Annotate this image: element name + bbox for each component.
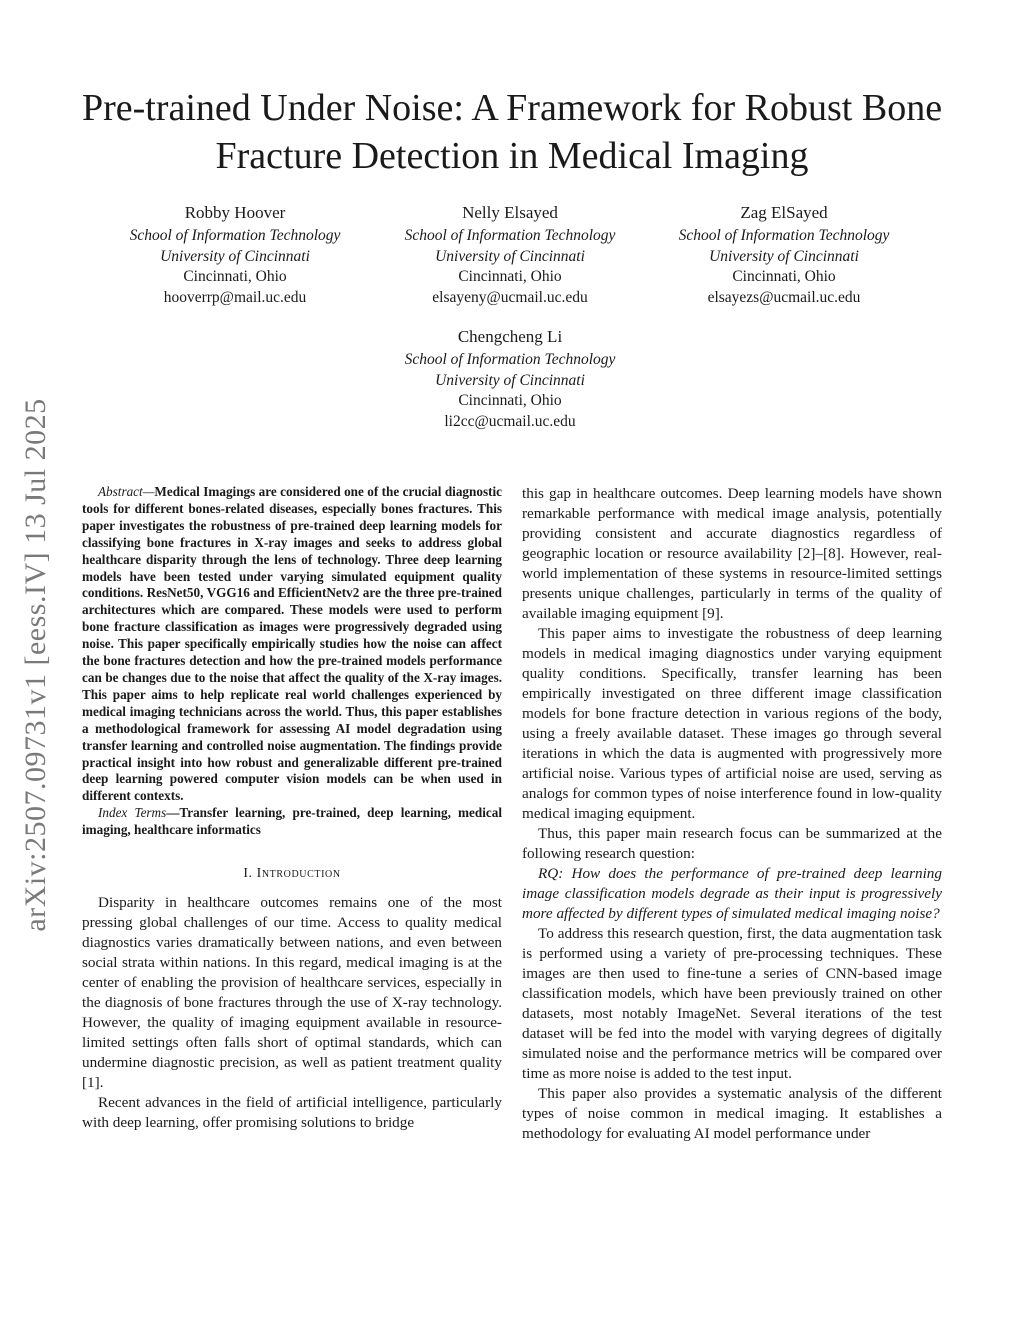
author-email: hooverrp@mail.uc.edu: [163, 288, 307, 306]
arxiv-identifier-text: arXiv:2507.09731v1 [eess.IV] 13 Jul 2025: [19, 398, 52, 932]
paragraph-continuation: this gap in healthcare outcomes. Deep learning models have shown remarkable performance with medical image analysis, potentially providing consistent and accurate diagnostics regardless of geographic location or resource availability [2]–[8]. However, real-world implementation of these systems in resource-limited settings presents unique challenges, particularly in terms of the quality of available imaging equipment [9].: [522, 485, 942, 622]
research-question-label: RQ:: [538, 865, 564, 882]
paragraph: Thus, this paper main research focus can be summarized at the following research question:: [522, 825, 942, 862]
author-university: University of Cincinnati: [435, 371, 585, 389]
author-name: Chengcheng Li: [457, 327, 563, 346]
author-location: Cincinnati, Ohio: [458, 392, 562, 409]
author-location: Cincinnati, Ohio: [458, 268, 562, 285]
research-question-text: How does the performance of pre-trained deep learning image classification models degrade as their input is progressively more affected by different types of simulated medical imaging noise?: [522, 865, 942, 922]
author-school: School of Information Technology: [129, 227, 341, 244]
paragraph: This paper also provides a systematic analysis of the different types of noise common in medical imaging. It establishes a methodology for evaluating AI model performance under: [522, 1085, 942, 1142]
abstract-label: Abstract—: [98, 484, 155, 499]
paragraph: Disparity in healthcare outcomes remains one of the most pressing global challenges of our time. Access to quality medical diagnostics varies dramatically between nations, and even between social strata within nations. In this regard, medical imaging is at the center of enabling the provision of healthcare services, especially in the diagnosis of bone fractures through the use of X-ray technology. However, the quality of imaging equipment available in resource-limited settings often falls short of optimal standards, which can undermine diagnostic precision, as well as patient treatment quality [1].: [82, 894, 502, 1092]
section-number: I.: [243, 865, 253, 881]
author-location: Cincinnati, Ohio: [183, 268, 287, 285]
author-block: [649, 202, 919, 308]
author-school: School of Information Technology: [404, 351, 616, 368]
author-university: University of Cincinnati: [709, 247, 859, 265]
arxiv-identifier: [14, 370, 58, 960]
section-title: Introduction: [256, 865, 341, 881]
author-block: [375, 202, 645, 308]
abstract: [82, 484, 502, 805]
author-location: Cincinnati, Ohio: [732, 268, 836, 285]
author-email: li2cc@ucmail.uc.edu: [444, 412, 576, 430]
research-question: [522, 864, 942, 924]
paragraph: To address this research question, first, the data augmentation task is performed using a variety of pre-processing techniques. These images are then used to fine-tune a series of CNN-based image classification models, which have been previously trained on other datasets, most notably ImageNet. Several iterations of the test dataset will be fed into the model with varying degrees of digitally simulated noise and the performance metrics will be compared over time as more noise is added to the test input.: [522, 925, 942, 1082]
paragraph: This paper aims to investigate the robustness of deep learning models in medical imaging diagnostics under varying equipment quality conditions. Specifically, transfer learning has been empirically investigated on three different image classification models for bone fracture detection in various regions of the body, using a freely available dataset. These images go through several iterations in which the data is augmented with progressively more artificial noise. Various types of artificial noise are used, serving as analogs for common types of noise interference found in low-quality medical imaging equipment.: [522, 625, 942, 822]
author-email: elsayezs@ucmail.uc.edu: [707, 288, 861, 306]
paper-title: Pre-trained Under Noise: A Framework for Robust Bone Fracture Detection in Medical Imaging: [81, 87, 943, 177]
author-block: [375, 326, 645, 432]
right-column: [522, 484, 942, 1144]
index-terms: [82, 805, 502, 839]
index-terms-label: Index Terms: [98, 805, 167, 821]
author-school: School of Information Technology: [678, 227, 890, 244]
author-school: School of Information Technology: [404, 227, 616, 244]
author-university: University of Cincinnati: [160, 247, 310, 265]
paragraph: Recent advances in the field of artificial intelligence, particularly with deep learning, offer promising solutions to bridge: [82, 1094, 502, 1132]
author-block: [100, 202, 370, 308]
author-name: Robby Hoover: [184, 203, 286, 222]
author-name: Zag ElSayed: [740, 203, 828, 222]
author-email: elsayeny@ucmail.uc.edu: [432, 288, 588, 306]
section-heading: [82, 863, 502, 883]
author-university: University of Cincinnati: [435, 247, 585, 265]
left-column: [82, 484, 502, 1133]
index-terms-text: —Transfer learning, pre-trained, deep learning, medical imaging, healthcare informatics: [82, 805, 502, 838]
abstract-text: Medical Imagings are considered one of the crucial diagnostic tools for different bones-related diseases, especially bones fractures. This paper investigates the robustness of pre-trained deep learning models for classifying bone fractures in X-ray images and seeks to address global healthcare disparity through the lens of technology. Three deep learning models have been tested under varying simulated equipment quality conditions. ResNet50, VGG16 and EfficientNetv2 are the three pre-trained architectures which are compared. These models were used to perform bone fracture classification as images were progressively degraded using noise. This paper specifically empirically studies how the noise can affect the bone fractures detection and how the pre-trained models performance can be changes due to the noise that affect the quality of the X-ray images. This paper aims to help replicate real world challenges experienced by medical imaging technicians across the world. Thus, this paper establishes a methodological framework for assessing AI model degradation using transfer learning and controlled noise augmentation. The findings provide practical insight into how robust and generalizable different pre-trained deep learning powered computer vision models can be when used in different contexts.: [82, 484, 502, 804]
author-name: Nelly Elsayed: [462, 203, 558, 222]
